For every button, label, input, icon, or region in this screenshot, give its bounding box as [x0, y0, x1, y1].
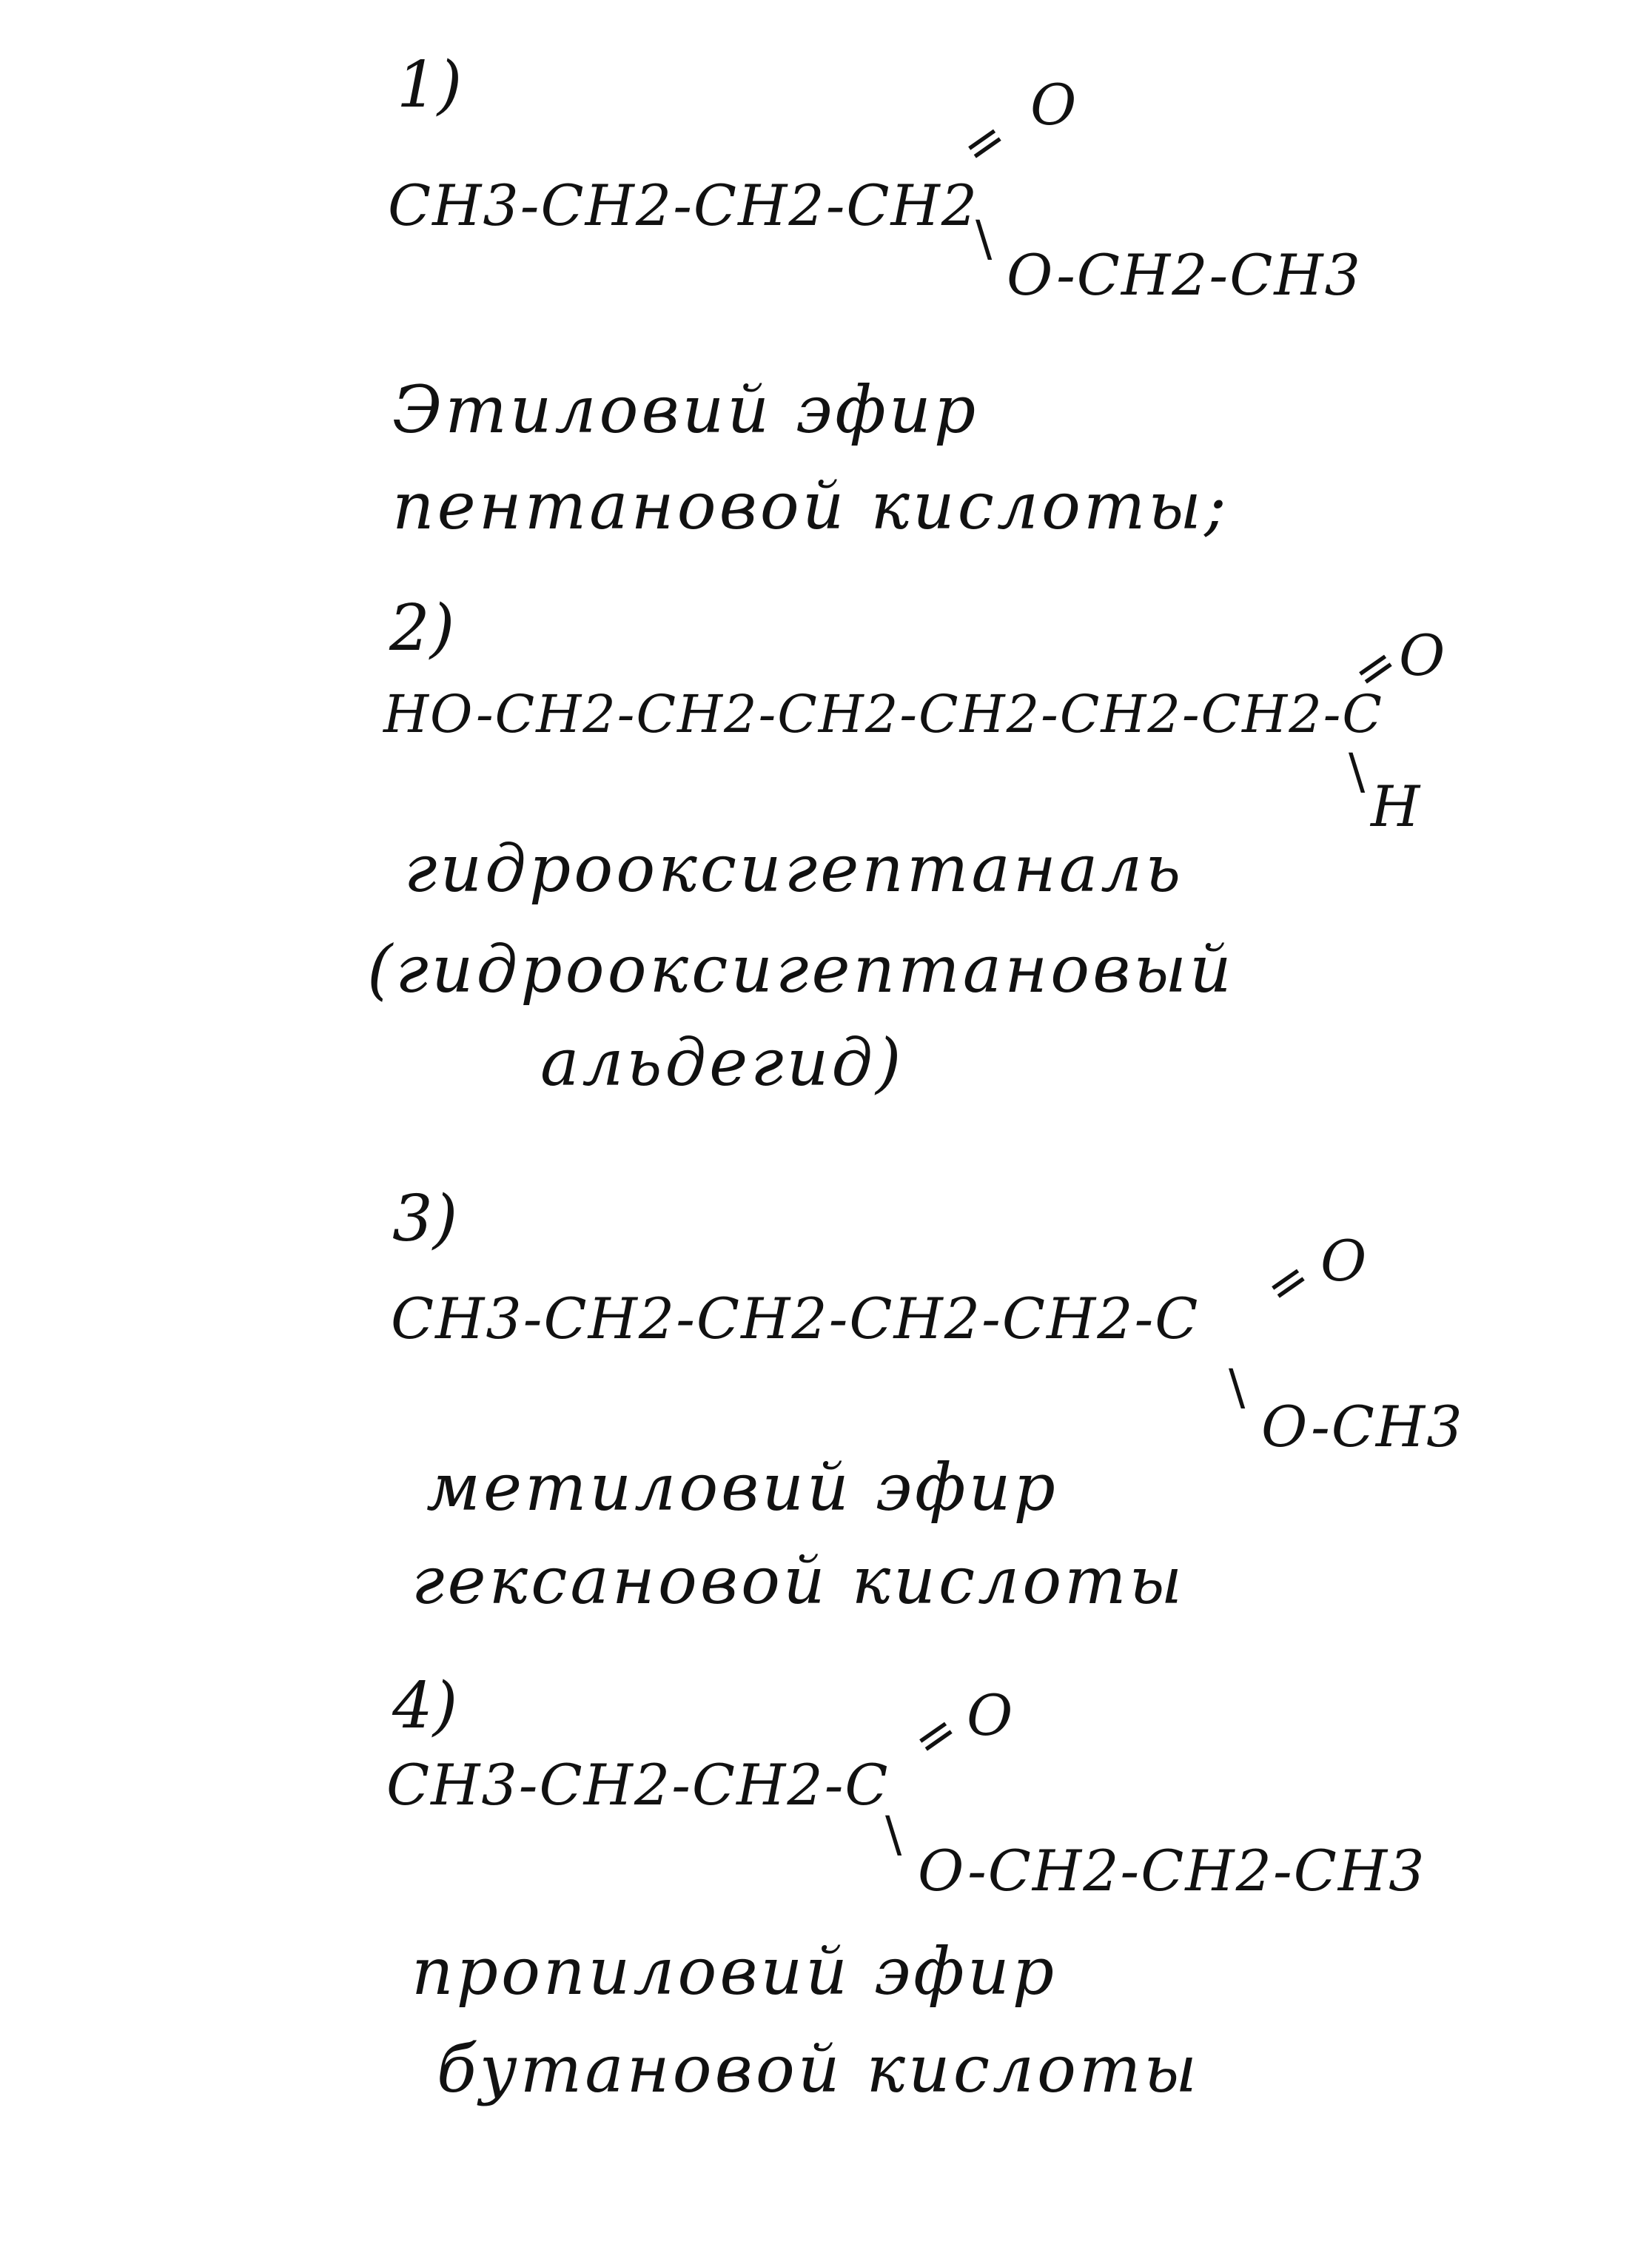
item-1-number: 1) [397, 48, 463, 122]
item-3-top-group: O [1320, 1228, 1369, 1294]
item-3-double-bond: = [1254, 1247, 1321, 1317]
item-2-main-chain: HO-CH2-CH2-CH2-CH2-CH2-CH2-C [383, 684, 1383, 745]
item-2-double-bond: = [1341, 633, 1408, 703]
item-4-main-chain: CH3-CH2-CH2-C [386, 1752, 890, 1818]
item-4-name-line-1: пропиловий эфир [412, 1933, 1058, 2009]
item-2-bottom-group: H [1371, 773, 1422, 839]
item-4-single-bond: \ [885, 1806, 902, 1863]
item-1-double-bond: = [950, 107, 1018, 178]
item-4-name-line-2: бутановой кислоты [437, 2031, 1201, 2107]
item-2-number: 2) [389, 591, 455, 665]
item-1-single-bond: \ [976, 210, 993, 267]
item-3-main-chain: CH3-CH2-CH2-CH2-CH2-C [391, 1286, 1200, 1351]
item-2-name-line-1: гидрооксигептаналь [404, 830, 1184, 907]
item-3-name-line-1: метиловий эфир [426, 1449, 1058, 1525]
item-3-single-bond: \ [1229, 1359, 1246, 1416]
item-1-bottom-group: O-CH2-CH3 [1007, 242, 1363, 308]
item-1-top-group: O [1030, 72, 1078, 138]
item-4-double-bond: = [901, 1700, 969, 1770]
item-3-number: 3) [392, 1182, 458, 1256]
item-4-top-group: O [967, 1682, 1015, 1748]
item-2-single-bond: \ [1349, 743, 1366, 800]
item-2-top-group: O [1399, 622, 1447, 688]
item-2-name-line-3: альдегид) [540, 1024, 904, 1101]
item-1-name-line-1: Этиловий эфир [392, 372, 979, 448]
item-1-main-chain: CH3-CH2-CH2-CH2 [388, 172, 979, 238]
item-3-name-line-2: гексановой кислоты [412, 1542, 1186, 1619]
item-4-bottom-group: O-CH2-CH2-CH3 [918, 1838, 1426, 1904]
item-2-name-line-2: (гидрооксигептановый [367, 931, 1235, 1007]
item-1-name-line-2: пентановой кислоты; [392, 468, 1229, 544]
item-4-number: 4) [392, 1669, 458, 1743]
item-3-bottom-group: O-CH3 [1261, 1394, 1464, 1460]
